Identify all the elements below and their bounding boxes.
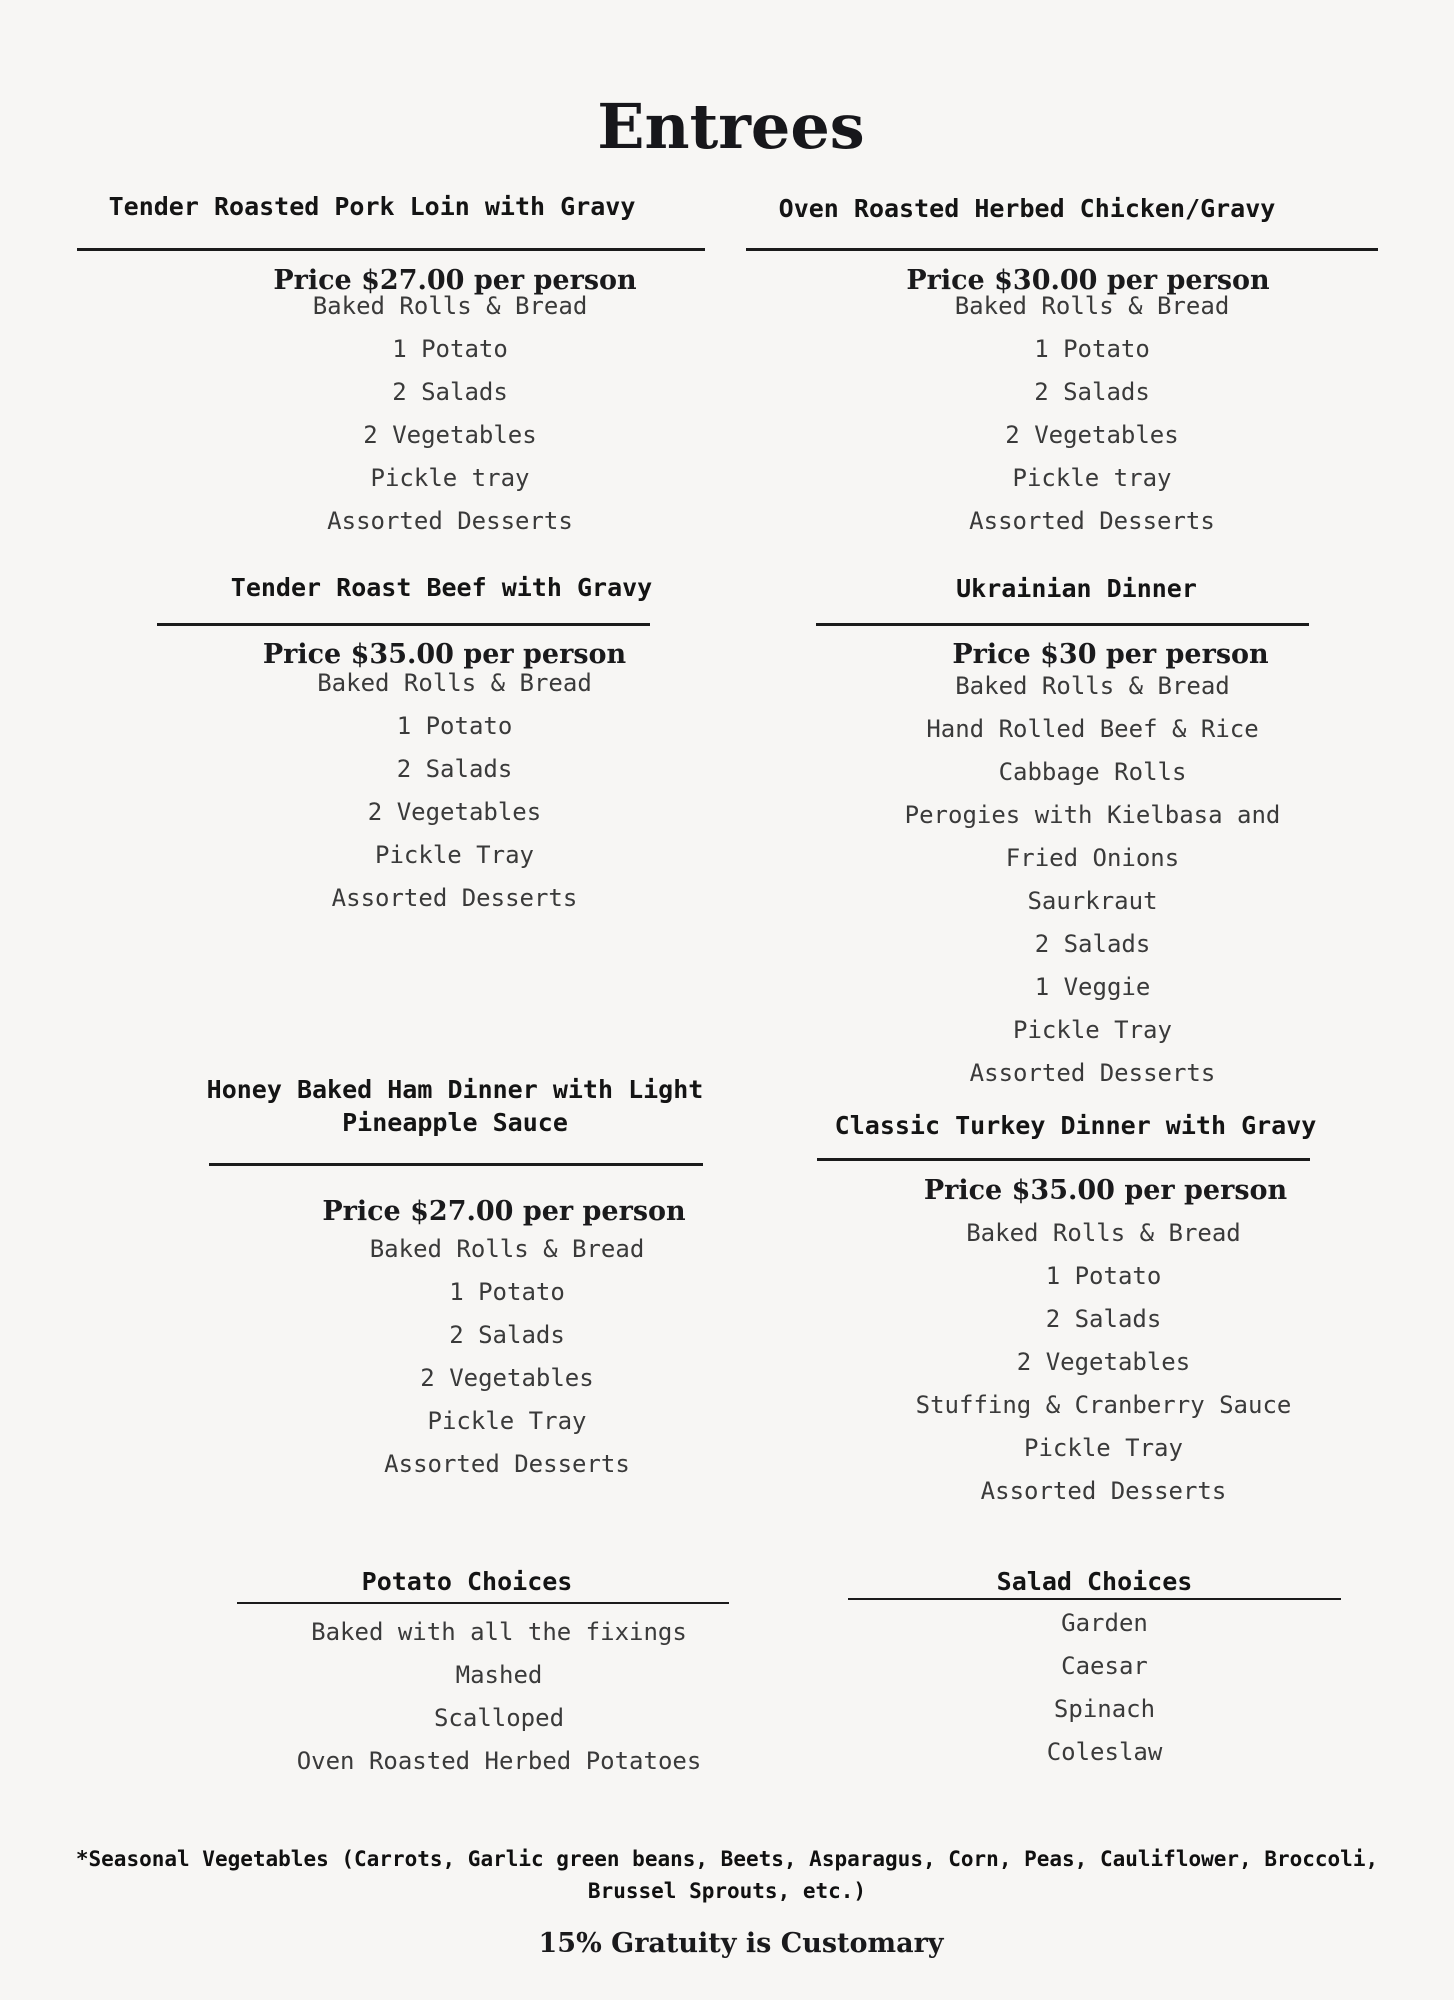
menu-item: Assorted Desserts [969, 507, 1215, 535]
menu-section-classic-turkey [817, 1111, 1317, 1531]
menu-item: 2 Salads [1034, 378, 1150, 406]
menu-item: 2 Vegetables [363, 421, 537, 449]
menu-item: 2 Salads [392, 378, 508, 406]
menu-item: Mashed [455, 1661, 543, 1689]
section-items [370, 1228, 645, 1486]
section-title: Tender Roasted Pork Loin with Gravy [108, 192, 636, 221]
section-price: Price $35.00 per person [923, 1175, 1288, 1206]
menu-item: 2 Salads [1034, 930, 1151, 958]
menu-item: 2 Salads [449, 1321, 565, 1349]
section-items [955, 285, 1230, 543]
menu-item: Pickle tray [1012, 464, 1172, 492]
section-items [313, 285, 588, 543]
section-divider [157, 623, 650, 626]
menu-item: Assorted Desserts [384, 1450, 630, 1478]
section-divider [848, 1598, 1341, 1600]
menu-item: Baked Rolls & Bread [955, 672, 1230, 700]
menu-item: Pickle Tray [427, 1407, 587, 1435]
section-items [317, 662, 592, 920]
menu-item: 1 Potato [449, 1278, 565, 1306]
section-price: Price $27.00 per person [322, 1196, 686, 1227]
page-title: Entrees [597, 89, 865, 163]
menu-item: Pickle Tray [375, 841, 534, 869]
menu-item: Assorted Desserts [969, 1059, 1216, 1087]
menu-item: 2 Vegetables [367, 798, 542, 826]
section-price: Price $27.00 per person [273, 265, 637, 296]
section-title: Salad Choices [996, 1567, 1193, 1596]
menu-item: Baked Rolls & Bread [954, 292, 1230, 320]
menu-item: 1 Veggie [1034, 973, 1151, 1001]
menu-item: 1 Potato [1045, 1262, 1162, 1290]
menu-section-pork-loin [77, 192, 705, 552]
menu-item: 1 Potato [392, 335, 508, 363]
section-divider [746, 248, 1378, 251]
menu-item: 2 Vegetables [420, 1364, 594, 1392]
section-divider [237, 1602, 729, 1604]
section-items [905, 665, 1281, 1095]
menu-section-ukrainian-dinner [816, 574, 1309, 1134]
menu-item: Pickle tray [370, 464, 530, 492]
menu-item: Baked Rolls & Bread [312, 292, 588, 320]
menu-item: Assorted Desserts [327, 507, 573, 535]
section-price: Price $35.00 per person [262, 639, 627, 670]
menu-section-honey-baked-ham [206, 1073, 704, 1503]
menu-section-potato-choices [237, 1567, 729, 1807]
menu-item: 2 Salads [396, 755, 513, 783]
section-divider [817, 1158, 1310, 1161]
menu-section-herbed-chicken [746, 194, 1378, 554]
menu-item: Pickle Tray [1024, 1434, 1183, 1462]
menu-item: 2 Vegetables [1005, 421, 1179, 449]
menu-item: Fried Onions [1005, 844, 1180, 872]
seasonal-vegetables-note [57, 1843, 1397, 1907]
section-title: Oven Roasted Herbed Chicken/Gravy [778, 194, 1276, 223]
seasonal-vegetables-note-line1: *Seasonal Vegetables (Carrots, Garlic green beans, Beets, Asparagus, Corn, Peas, Cauliflower, Broccoli, [75, 1847, 1379, 1871]
menu-item: Pickle Tray [1013, 1016, 1172, 1044]
menu-item: Perogies with Kielbasa and [904, 801, 1281, 829]
section-title: Potato Choices [361, 1567, 573, 1596]
menu-item: Hand Rolled Beef & Rice [926, 715, 1259, 743]
section-items [1047, 1602, 1163, 1774]
menu-item: Assorted Desserts [980, 1477, 1227, 1505]
menu-item: Spinach [1053, 1695, 1156, 1723]
menu-item: 2 Vegetables [1016, 1348, 1191, 1376]
menu-item: Caesar [1061, 1652, 1148, 1680]
section-title: Honey Baked Ham Dinner with Light Pineapple Sauce [206, 1075, 704, 1137]
menu-item: Oven Roasted Herbed Potatoes [296, 1747, 702, 1775]
menu-item: Stuffing & Cranberry Sauce [915, 1391, 1292, 1419]
gratuity-note: 15% Gratuity is Customary [538, 1928, 944, 1959]
menu-item: 1 Potato [396, 712, 513, 740]
menu-item: Scalloped [433, 1704, 565, 1732]
menu-item: 2 Salads [1045, 1305, 1162, 1333]
seasonal-vegetables-note-line2: Brussel Sprouts, etc.) [587, 1879, 867, 1903]
section-items [916, 1212, 1292, 1513]
menu-section-roast-beef [157, 573, 653, 953]
section-title: Tender Roast Beef with Gravy [230, 573, 653, 602]
menu-item: Baked Rolls & Bread [966, 1219, 1241, 1247]
section-title: Ukrainian Dinner [956, 574, 1197, 603]
section-items [297, 1611, 702, 1783]
menu-item: Saurkraut [1027, 887, 1158, 915]
section-price: Price $30.00 per person [906, 265, 1270, 296]
menu-item: Assorted Desserts [331, 884, 578, 912]
section-divider [209, 1163, 703, 1166]
menu-item: Garden [1061, 1609, 1148, 1637]
section-title: Classic Turkey Dinner with Gravy [834, 1111, 1317, 1140]
menu-item: Baked with all the fixings [311, 1618, 687, 1646]
menu-item: Baked Rolls & Bread [369, 1235, 645, 1263]
menu-item: 1 Potato [1034, 335, 1150, 363]
menu-section-salad-choices [848, 1567, 1341, 1807]
section-price: Price $30 per person [952, 639, 1269, 670]
section-divider [816, 623, 1309, 626]
section-divider [77, 248, 705, 251]
menu-item: Coleslaw [1046, 1738, 1163, 1766]
menu-item: Cabbage Rolls [998, 758, 1187, 786]
menu-item: Baked Rolls & Bread [317, 669, 592, 697]
